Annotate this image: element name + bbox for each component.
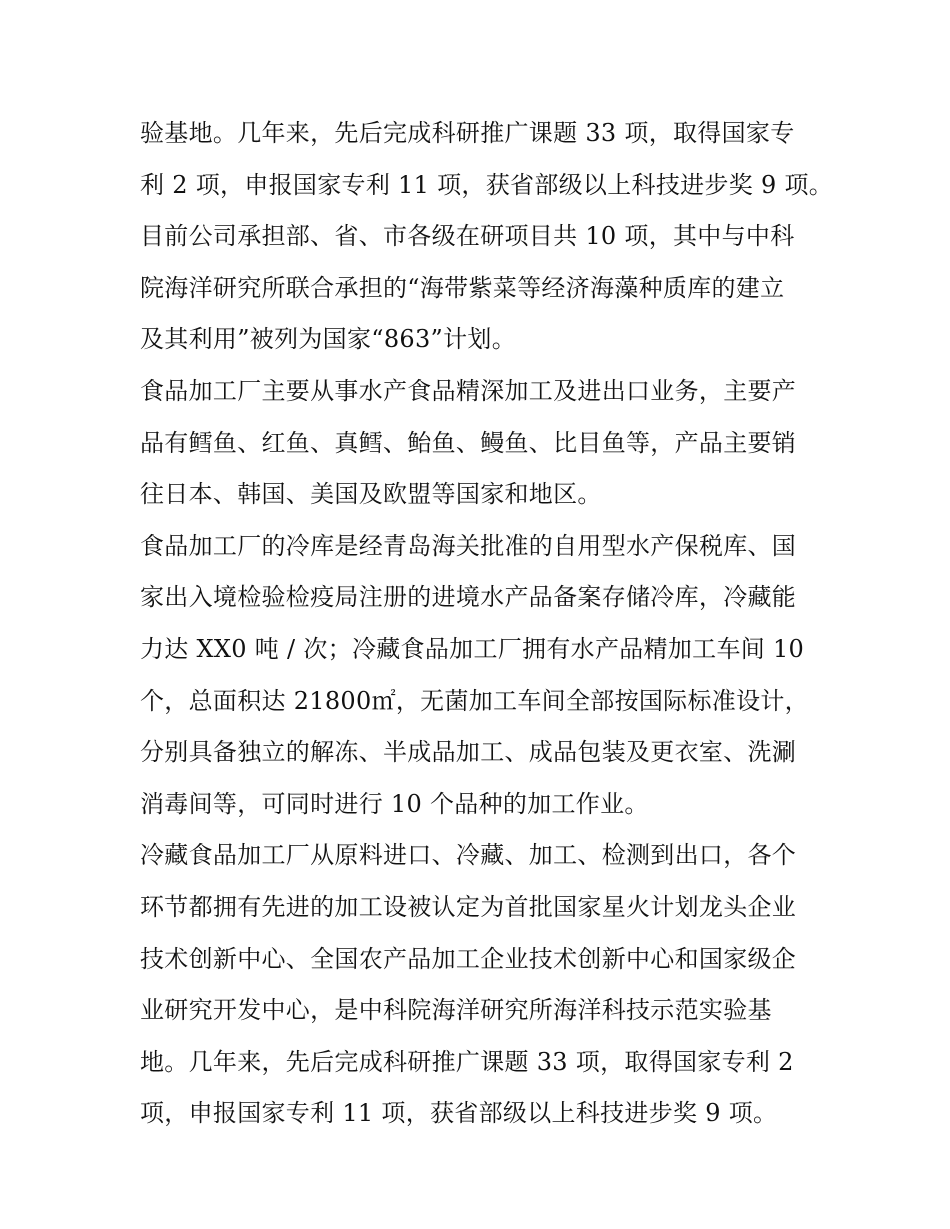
text-line: 力达 XX0 吨 / 次；冷藏食品加工厂拥有水产品精加工车间 10 xyxy=(140,634,805,663)
text-line: 个，总面积达 21800㎡，无菌加工车间全部按国际标准设计， xyxy=(140,686,809,715)
text-line: 业研究开发中心，是中科院海洋研究所海洋科技示范实验基 xyxy=(140,996,772,1025)
text-line: 消毒间等，可同时进行 10 个品种的加工作业。 xyxy=(140,789,649,818)
text-line: 院海洋研究所联合承担的“海带紫菜等经济海藻种质库的建立 xyxy=(140,273,785,302)
text-line: 目前公司承担部、省、市各级在研项目共 10 项，其中与中科 xyxy=(140,222,795,251)
text-line: 冷藏食品加工厂从原料进口、冷藏、加工、检测到出口，各个 xyxy=(140,841,797,870)
text-line: 及其利用”被列为国家“863”计划。 xyxy=(140,325,517,354)
text-line: 家出入境检验检疫局注册的进境水产品备案存储冷库，冷藏能 xyxy=(140,583,797,612)
text-line: 利 2 项，申报国家专利 11 项，获省部级以上科技进步奖 9 项。 xyxy=(140,170,834,199)
text-line: 环节都拥有先进的加工设被认定为首批国家星火计划龙头企业 xyxy=(140,892,797,921)
text-line: 分别具备独立的解冻、半成品加工、成品包装及更衣室、洗涮 xyxy=(140,738,797,767)
text-line: 验基地。几年来，先后完成科研推广课题 33 项，取得国家专 xyxy=(140,119,795,147)
text-line: 项，申报国家专利 11 项，获省部级以上科技进步奖 9 项。 xyxy=(140,1099,778,1128)
text-line: 食品加工厂的冷库是经青岛海关批准的自用型水产保税库、国 xyxy=(140,531,797,560)
text-line: 技术创新中心、全国农产品加工企业技术创新中心和国家级企 xyxy=(140,944,797,973)
document-body xyxy=(140,108,834,1140)
text-line: 品有鳕鱼、红鱼、真鳕、鲐鱼、鳗鱼、比目鱼等，产品主要销 xyxy=(140,428,797,457)
text-line: 往日本、韩国、美国及欧盟等国家和地区。 xyxy=(140,480,602,509)
text-line: 食品加工厂主要从事水产食品精深加工及进出口业务，主要产 xyxy=(140,376,797,405)
text-line: 地。几年来，先后完成科研推广课题 33 项，取得国家专利 2 xyxy=(140,1047,794,1076)
